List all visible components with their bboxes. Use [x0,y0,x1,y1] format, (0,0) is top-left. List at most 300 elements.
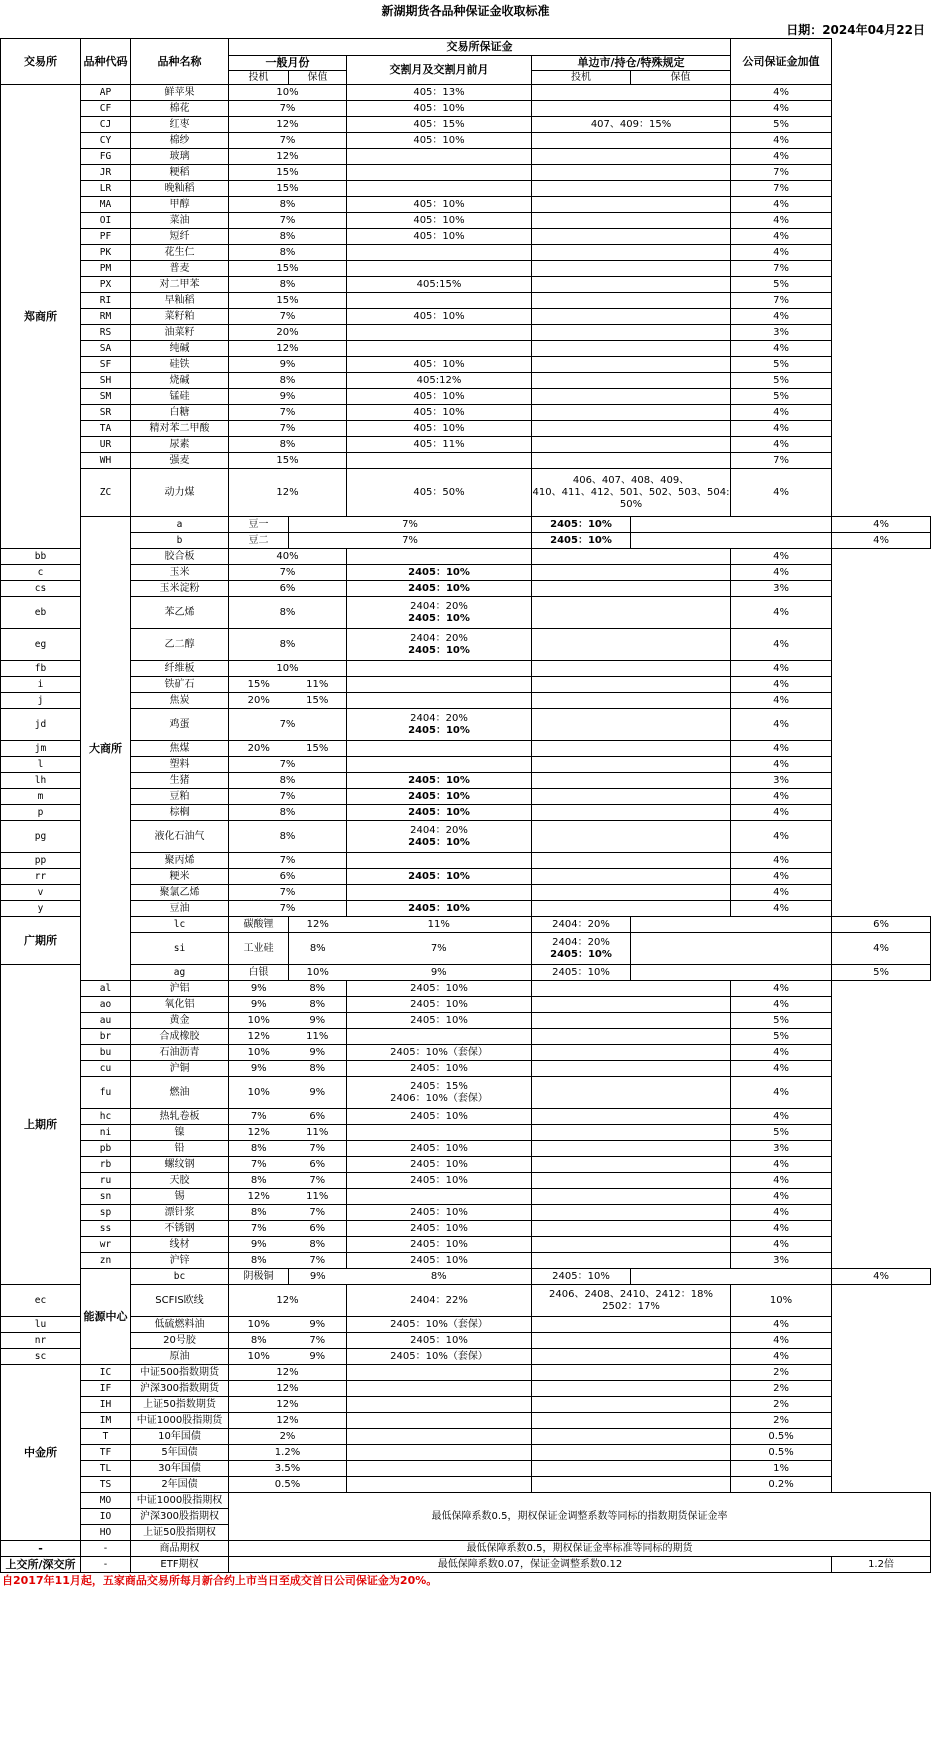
hedging-margin: 9% [289,1045,347,1061]
product-name: 螺纹钢 [131,1157,229,1173]
header-company-add: 公司保证金加值 [731,39,832,85]
product-name: 低硫燃料油 [131,1317,229,1333]
product-name: 不锈钢 [131,1221,229,1237]
special-rule-margin [631,533,832,549]
product-code: pg [1,821,81,853]
delivery-month-margin [347,1029,532,1045]
hedging-margin: 11% [289,677,347,693]
table-row [1,981,931,997]
special-rule-margin [532,213,731,229]
table-row [1,165,931,181]
special-rule-margin [532,1221,731,1237]
product-code: CJ [81,117,131,133]
speculation-margin: 8% [229,1253,289,1269]
product-code: SM [81,389,131,405]
exchange-cell: 上期所 [1,965,81,1285]
speculation-margin: 9% [289,1269,347,1285]
company-margin-add: 4% [731,853,832,869]
product-name: 中证1000股指期权 [131,1493,229,1509]
delivery-month-margin [347,1461,532,1477]
table-row [1,869,931,885]
sheet-date: 日期：2024年04月22日 [786,23,925,37]
product-name: 锰硅 [131,389,229,405]
company-margin-add: 0.5% [731,1445,832,1461]
table-row [1,741,931,757]
product-code: b [131,533,229,549]
table-row [1,1157,931,1173]
special-rule-margin [532,1365,731,1381]
delivery-month-margin [347,629,532,661]
product-name: 豆油 [131,901,229,917]
product-code: bu [81,1045,131,1061]
delivery-line: 405：13% [413,86,465,98]
special-rule-margin [532,149,731,165]
table-row [1,1237,931,1253]
table-row [1,1461,931,1477]
product-code: RS [81,325,131,341]
product-name: 沪锌 [131,1253,229,1269]
delivery-line: 405：11% [413,438,465,450]
delivery-month-margin [347,1429,532,1445]
special-rule-margin [532,901,731,917]
special-rule-margin [532,1333,731,1349]
product-name: 阴极铜 [229,1269,289,1285]
speculation-margin: 10% [229,1013,289,1029]
company-margin-add: 3% [731,1141,832,1157]
product-name: 中证500指数期货 [131,1365,229,1381]
table-row [1,1045,931,1061]
product-name: 短纤 [131,229,229,245]
delivery-month-margin [347,1077,532,1109]
delivery-month-margin [347,1397,532,1413]
product-name: 鸡蛋 [131,709,229,741]
table-row [1,1397,931,1413]
delivery-month-margin [347,1221,532,1237]
sheet-title: 新湖期货各品种保证金收取标准 [381,4,550,18]
product-name: 红枣 [131,117,229,133]
delivery-line: 2404：20% [410,600,468,612]
special-rule-margin [532,741,731,757]
table-row [1,533,931,549]
general-margin: 7% [229,133,347,149]
company-margin-add: 4% [832,533,931,549]
delivery-line-bold: 2405：10% [408,836,470,848]
table-row [1,677,931,693]
company-margin-add: 4% [731,789,832,805]
product-code: IM [81,1413,131,1429]
delivery-month-margin [347,213,532,229]
product-name: 豆二 [229,533,289,549]
special-rule-margin [532,757,731,773]
general-margin: 7% [229,853,347,869]
product-code: TL [81,1461,131,1477]
company-margin-add: 2% [731,1397,832,1413]
special-rule-margin [532,165,731,181]
delivery-month-margin [347,1477,532,1493]
table-row [1,341,931,357]
company-margin-add: 5% [731,277,832,293]
general-margin: 7% [229,405,347,421]
product-code: - [81,1541,131,1557]
product-name: 菜籽粕 [131,309,229,325]
delivery-month-margin [347,325,532,341]
company-margin-add: 7% [731,293,832,309]
product-name: 塑料 [131,757,229,773]
delivery-line-bold: 2406：10%（套保） [390,1092,488,1104]
delivery-month-margin [347,453,532,469]
delivery-month-margin [347,1333,532,1349]
hedging-margin: 15% [289,693,347,709]
product-code: ag [131,965,229,981]
special-rule-margin [532,581,731,597]
hedging-margin: 6% [289,1109,347,1125]
product-code: m [1,789,81,805]
delivery-month-margin [347,565,532,581]
table-row [1,1333,931,1349]
product-code: rr [1,869,81,885]
delivery-month-margin [347,821,532,853]
general-margin: 12% [229,1365,347,1381]
product-code: i [1,677,81,693]
product-code: ss [81,1221,131,1237]
company-margin-add: 4% [731,149,832,165]
delivery-line: 2405：10% [408,870,470,882]
table-row [1,421,931,437]
table-row [1,693,931,709]
product-code: c [1,565,81,581]
company-margin-add: 5% [731,1125,832,1141]
speculation-margin: 9% [229,997,289,1013]
product-name: 合成橡胶 [131,1029,229,1045]
special-rule-margin [532,709,731,741]
product-code: JR [81,165,131,181]
table-row [1,549,931,565]
general-margin: 12% [229,117,347,133]
product-code: lh [1,773,81,789]
special-rule-margin [532,1445,731,1461]
product-code: v [1,885,81,901]
product-name: 生猪 [131,773,229,789]
company-margin-add: 4% [731,1045,832,1061]
product-name: 烧碱 [131,373,229,389]
delivery-line: 405：50% [413,486,465,498]
speculation-margin: 15% [229,677,289,693]
delivery-month-margin [347,181,532,197]
delivery-month-margin [347,469,532,517]
table-row [1,1141,931,1157]
general-margin: 12% [229,149,347,165]
delivery-line: 2405：10% [410,1142,468,1154]
special-rule-margin [532,1061,731,1077]
general-margin: 10% [229,661,347,677]
general-margin: 6% [229,869,347,885]
special-rule-margin [532,853,731,869]
special-rule-margin [532,565,731,581]
delivery-month-margin [347,869,532,885]
delivery-line: 405：10% [413,310,465,322]
header-delivery-month: 交割月及交割月前月 [347,56,532,85]
delivery-line: 2405：15% [410,1080,468,1092]
product-code: nr [1,1333,81,1349]
speculation-margin: 12% [289,917,347,933]
table-row [1,1029,931,1045]
product-name: 镍 [131,1125,229,1141]
delivery-line: 405：10% [413,422,465,434]
special-rule-margin [532,293,731,309]
hedging-margin: 8% [289,997,347,1013]
delivery-month-margin [347,85,532,101]
general-margin: 2% [229,1429,347,1445]
product-code: IH [81,1397,131,1413]
general-margin: 7% [229,421,347,437]
product-code: cu [81,1061,131,1077]
special-rule-margin [532,453,731,469]
company-margin-add: 4% [731,1109,832,1125]
special-rule-margin [532,1349,731,1365]
special-rule-margin [532,389,731,405]
option-margin-note: 最低保障系数0.5，期权保证金调整系数等同标的指数期货保证金率 [229,1493,931,1541]
special-rule-margin [532,1413,731,1429]
delivery-month-margin [347,437,532,453]
delivery-line: 405：15% [413,118,465,130]
special-rule-margin [532,693,731,709]
delivery-line: 405:12% [416,374,462,386]
table-row [1,85,931,101]
delivery-line: 2404：20% [410,632,468,644]
product-name: 普麦 [131,261,229,277]
product-name: 焦炭 [131,693,229,709]
delivery-month-margin [347,277,532,293]
table-row [1,821,931,853]
company-margin-add: 4% [731,549,832,565]
special-rule-margin [532,677,731,693]
delivery-month-margin [532,965,631,981]
delivery-month-margin [347,773,532,789]
hedging-margin: 8% [289,1237,347,1253]
delivery-month-margin [347,757,532,773]
delivery-month-margin [347,597,532,629]
special-rule-margin [532,261,731,277]
table-row [1,1413,931,1429]
special-rule-margin [532,1189,731,1205]
exchange-cell: 能源中心 [81,1269,131,1365]
product-code: pb [81,1141,131,1157]
product-name: 焦煤 [131,741,229,757]
delivery-month-margin [347,1189,532,1205]
product-code: al [81,981,131,997]
option-margin-note: 最低保障系数0.07，保证金调整系数0.12 [229,1557,832,1573]
product-code: MA [81,197,131,213]
delivery-month-margin [347,261,532,277]
hedging-margin: 7% [289,1141,347,1157]
company-margin-add: 0.5% [731,1429,832,1445]
product-code: PF [81,229,131,245]
delivery-month-margin [347,149,532,165]
product-name: 商品期权 [131,1541,229,1557]
hedging-margin: 7% [289,1173,347,1189]
company-margin-add: 4% [731,901,832,917]
product-name: 沪铜 [131,1061,229,1077]
product-name: 甲醇 [131,197,229,213]
product-name: 粳稻 [131,165,229,181]
product-name: 粳米 [131,869,229,885]
product-name: 燃油 [131,1077,229,1109]
general-margin: 9% [229,389,347,405]
product-name: 精对苯二甲酸 [131,421,229,437]
general-margin: 7% [229,885,347,901]
delivery-line: 2405：10%（套保） [390,1350,488,1362]
delivery-line: 2405：10% [410,1158,468,1170]
general-margin: 3.5% [229,1461,347,1477]
general-margin: 9% [229,357,347,373]
product-name: 沪深300股指期权 [131,1509,229,1525]
table-row [1,437,931,453]
special-rule-margin [532,1477,731,1493]
product-name: 晚籼稻 [131,181,229,197]
product-name: 白银 [229,965,289,981]
company-margin-add: 4% [731,309,832,325]
hedging-margin: 11% [289,1029,347,1045]
company-margin-add: 4% [731,469,832,517]
product-code: IO [81,1509,131,1525]
special-rule-margin [532,133,731,149]
delivery-line: 2405：10% [550,534,612,546]
delivery-month-margin [347,661,532,677]
general-margin: 7% [229,565,347,581]
product-code: fu [81,1077,131,1109]
delivery-month-margin [347,117,532,133]
company-margin-add: 5% [731,1013,832,1029]
special-rule-margin [631,933,832,965]
product-code: j [1,693,81,709]
company-margin-add: 4% [832,933,931,965]
table-row [1,133,931,149]
product-code: TA [81,421,131,437]
product-code: IF [81,1381,131,1397]
delivery-month-margin [532,533,631,549]
product-name: 花生仁 [131,245,229,261]
company-margin-add: 3% [731,1253,832,1269]
product-code: HO [81,1525,131,1541]
delivery-line: 405：10% [413,358,465,370]
special-rule-margin [532,197,731,213]
product-name: 鲜苹果 [131,85,229,101]
table-row [1,389,931,405]
delivery-line: 2405：10% [552,966,610,978]
product-name: 铅 [131,1141,229,1157]
company-margin-add: 4% [731,885,832,901]
product-code: a [131,517,229,533]
delivery-line: 2405：10% [410,1062,468,1074]
speculation-margin: 8% [229,1333,289,1349]
speculation-margin: 8% [289,933,347,965]
product-code: OI [81,213,131,229]
general-margin: 7% [229,309,347,325]
delivery-month-margin [347,1253,532,1269]
company-margin-add: 5% [731,373,832,389]
table-row [1,1541,931,1557]
table-row [1,917,931,933]
table-row [1,373,931,389]
delivery-line: 2405：10% [408,806,470,818]
table-row [1,181,931,197]
general-margin: 8% [229,373,347,389]
table-row [1,453,931,469]
general-margin: 15% [229,261,347,277]
header-hedging: 保值 [289,71,347,85]
product-name: 线材 [131,1237,229,1253]
delivery-line: 2405：10% [410,1222,468,1234]
delivery-line: 2405：10%（套保） [390,1318,488,1330]
delivery-month-margin [347,693,532,709]
delivery-month-margin [347,405,532,421]
company-margin-add: 2% [731,1365,832,1381]
product-code: si [131,933,229,965]
delivery-month-margin [347,293,532,309]
delivery-line-bold: 2405：10% [408,644,470,656]
special-rule-margin [532,821,731,853]
product-code: ZC [81,469,131,517]
table-row [1,309,931,325]
product-code: WH [81,453,131,469]
company-margin-add: 4% [731,1061,832,1077]
general-margin: 40% [229,549,347,565]
speculation-margin: 9% [229,981,289,997]
product-code: sn [81,1189,131,1205]
product-name: 玉米淀粉 [131,581,229,597]
product-code: T [81,1429,131,1445]
product-code: eb [1,597,81,629]
delivery-month-margin [347,357,532,373]
company-margin-add: 4% [731,597,832,629]
company-margin-add: 4% [731,629,832,661]
product-code: hc [81,1109,131,1125]
delivery-month-margin [347,1013,532,1029]
delivery-month-margin [347,885,532,901]
special-rule-margin [631,517,832,533]
company-margin-add: 4% [731,437,832,453]
special-rule-margin [532,325,731,341]
table-row [1,853,931,869]
special-rule-margin [631,1269,832,1285]
delivery-month-margin [347,1205,532,1221]
hedging-margin: 8% [289,981,347,997]
product-code: SR [81,405,131,421]
company-margin-add: 4% [731,341,832,357]
table-row [1,261,931,277]
delivery-line-bold: 2405：10% [550,948,612,960]
general-margin: 8% [229,229,347,245]
product-name: 聚丙烯 [131,853,229,869]
delivery-month-margin [347,1045,532,1061]
hedging-margin: 11% [289,1189,347,1205]
special-rule-margin [532,229,731,245]
product-code: fb [1,661,81,677]
table-row [1,1429,931,1445]
company-margin-add: 7% [731,453,832,469]
special-rule-margin [532,1253,731,1269]
delivery-line: 2405：10% [408,582,470,594]
table-row [1,245,931,261]
exchange-cell: - [1,1541,81,1557]
delivery-month-margin [347,341,532,357]
delivery-line: 2404：22% [410,1294,468,1306]
product-code: bc [131,1269,229,1285]
delivery-month-margin [347,997,532,1013]
general-margin: 12% [229,1397,347,1413]
table-row [1,1205,931,1221]
special-rule-margin [532,997,731,1013]
